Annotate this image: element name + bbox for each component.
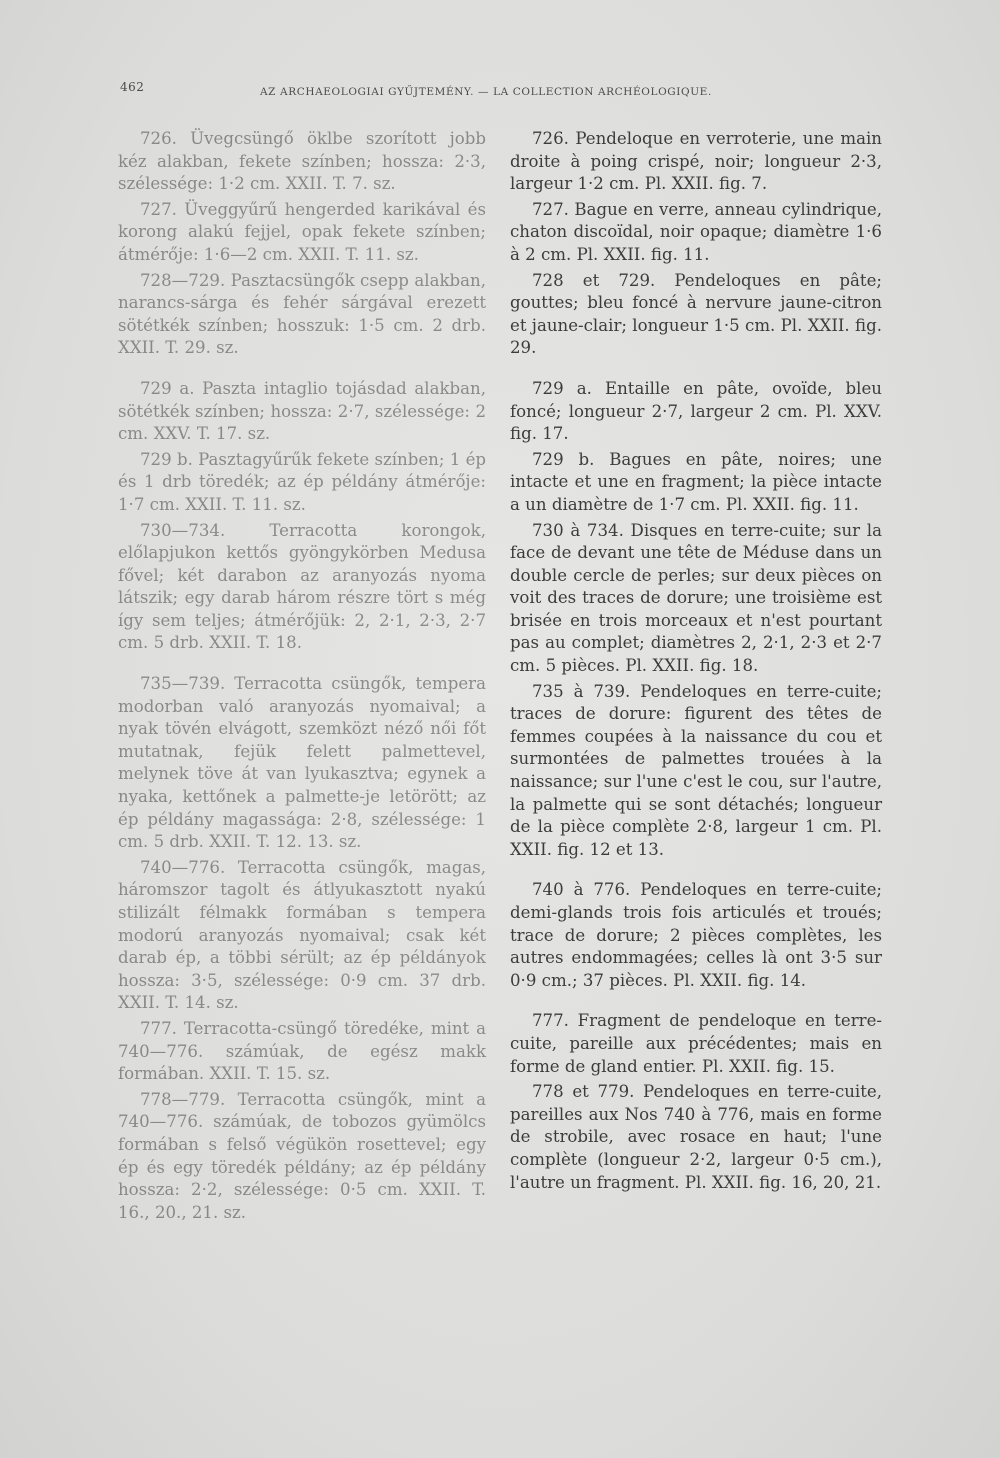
entry-728-729-fr: 728 et 729. Pendeloques en pâte; gouttes; bleu foncé à nervure jaune-citron et jaune-clair; longueur 1·5 cm. Pl. XXII. fig. 29. — [510, 270, 882, 358]
running-head: AZ ARCHAEOLOGIAI GYŰJTEMÉNY. — LA COLLECTION ARCHÉOLOGIQUE. — [260, 86, 712, 98]
entry-729b-hu: 729 b. Pasztagyűrűk fekete színben; 1 ép és 1 drb töredék; az ép példány átmérője: 1·7 cm. XXII. T. 11. sz. — [118, 449, 487, 514]
entry-740-776-hu: 740—776. Terracotta csüngők, magas, háromszor tagolt és átlyukasztott nyakú stilizált félmakk formában s tempera modorú aranyozás nyomaival; csak két darab ép, a többi sérült; az ép példányok hossza: 3·5, szélessége: 0·9 cm. 37 drb. XXII. T. 14. sz. — [118, 857, 486, 1013]
entry-727-hu: 727. Üveggyűrű hengerded karikával és korong alakú fejjel, opak fekete színben; átmérője: 1·6—2 cm. XXII. T. 11. sz. — [118, 199, 486, 264]
entry-726-fr: 726. Pendeloque en verroterie, une main droite à poing crispé, noir; longueur 2·3, largeur 1·2 cm. Pl. XXII. fig. 7. — [510, 129, 882, 194]
entry-735-739-fr: 735 à 739. Pendeloques en terre-cuite; traces de dorure: figurent des têtes de femmes coupées à la naissance du cou et surmontées de palmettes trouées à la naissance; sur l'une c'est le cou, sur l'autre, la palmette qui se sont détachés; longueur de la pièce complète 2·8, largeur 1 cm. Pl. XXII. fig. 12 et 13. — [510, 681, 882, 859]
entry-778-779-fr: 778 et 779. Pendeloques en terre-cuite, pareilles aux Nos 740 à 776, mais en forme de strobile, avec rosace en haut; l'une complète (longueur 2·2, largeur 0·5 cm.), l'autre un fragment. Pl. XXII. fig. 16, 20, 21. — [510, 1082, 882, 1192]
entry-740-776-fr: 740 à 776. Pendeloques en terre-cuite; demi-glands trois fois articulés et troués; trace de dorure; 2 pièces complètes, les autres endommagées; celles là ont 3·5 sur 0·9 cm.; 37 pièces. Pl. XXII. fig. 14. — [510, 880, 882, 990]
entry-729b-fr: 729 b. Bagues en pâte, noires; une intacte et une en fragment; la pièce intacte a un diamètre de 1·7 cm. Pl. XXII. fig. 11. — [510, 449, 882, 514]
entry-729a-hu: 729 a. Paszta intaglio tojásdad alakban, sötétkék színben; hossza: 2·7, szélessége: 2 cm. XXV. T. 17. sz. — [118, 378, 486, 444]
page-number: 462 — [120, 80, 145, 94]
entry-730-734-fr: 730 à 734. Disques en terre-cuite; sur la face de devant une tête de Méduse dans un double cercle de perles; sur deux pièces on voit des traces de dorure; une troisième est brisée en trois morceaux et n'est pourtant pas au complet; diamètres 2, 2·1, 2·3 et 2·7 cm. 5 pièces. Pl. XXII. fig. 18. — [510, 520, 882, 676]
entry-728-729-hu: 728—729. Pasztacsüngők csepp alakban, narancs-sárga és fehér sárgával erezett sötétkék színben; hosszuk: 1·5 cm. 2 drb. XXII. T. 29. sz. — [118, 270, 486, 358]
entry-777-hu: 777. Terracotta-csüngő töredéke, mint a 740—776. számúak, de egész makk formában. XXII. T. 15. sz. — [118, 1018, 486, 1084]
entry-727-fr: 727. Bague en verre, anneau cylindrique, chaton discoïdal, noir opaque; diamètre 1·6 à 2 cm. Pl. XXII. fig. 11. — [510, 199, 882, 264]
entry-777-fr: 777. Fragment de pendeloque en terre-cuite, pareille aux précédentes; mais en forme de gland entier. Pl. XXII. fig. 15. — [510, 1011, 882, 1076]
entry-730-734-hu: 730—734. Terracotta korongok, előlapjukon kettős gyöngykörben Medusa fővel; két darabon az aranyozás nyoma látszik; egy darab három részre tört s még így sem teljes; átmérőjük: 2, 2·1, 2·3, 2·7 cm. 5 drb. XXII. T. 18. — [118, 520, 486, 653]
french-column — [510, 128, 882, 1197]
entry-729a-fr: 729 a. Entaille en pâte, ovoïde, bleu foncé; longueur 2·7, largeur 2 cm. Pl. XXV. fig. 17. — [510, 378, 882, 444]
entry-735-739-hu: 735—739. Terracotta csüngők, tempera modorban való aranyozás nyomaival; a nyak tövén elvágott, szemközt néző női főt mutatnak, fejük felett palmettevel, melynek töve át van lyukasztva; egynek a nyaka, kettőnek a palmette-je letörött; az ép példány magassága: 2·8, szélessége: 1 cm. 5 drb. XXII. T. 12. 13. sz. — [118, 674, 486, 852]
entry-726-hu: 726. Üvegcsüngő öklbe szorított jobb kéz alakban, fekete színben; hossza: 2·3, szélessége: 1·2 cm. XXII. T. 7. sz. — [118, 129, 486, 194]
hungarian-column — [118, 128, 486, 1227]
entry-778-779-hu: 778—779. Terracotta csüngők, mint a 740—776. számúak, de tobozos gyümölcs formában s felső végükön rosettevel; egy ép és egy töredék példány; az ép példány hossza: 2·2, szélessége: 0·5 cm. XXII. T. 16., 20., 21. sz. — [118, 1089, 486, 1222]
